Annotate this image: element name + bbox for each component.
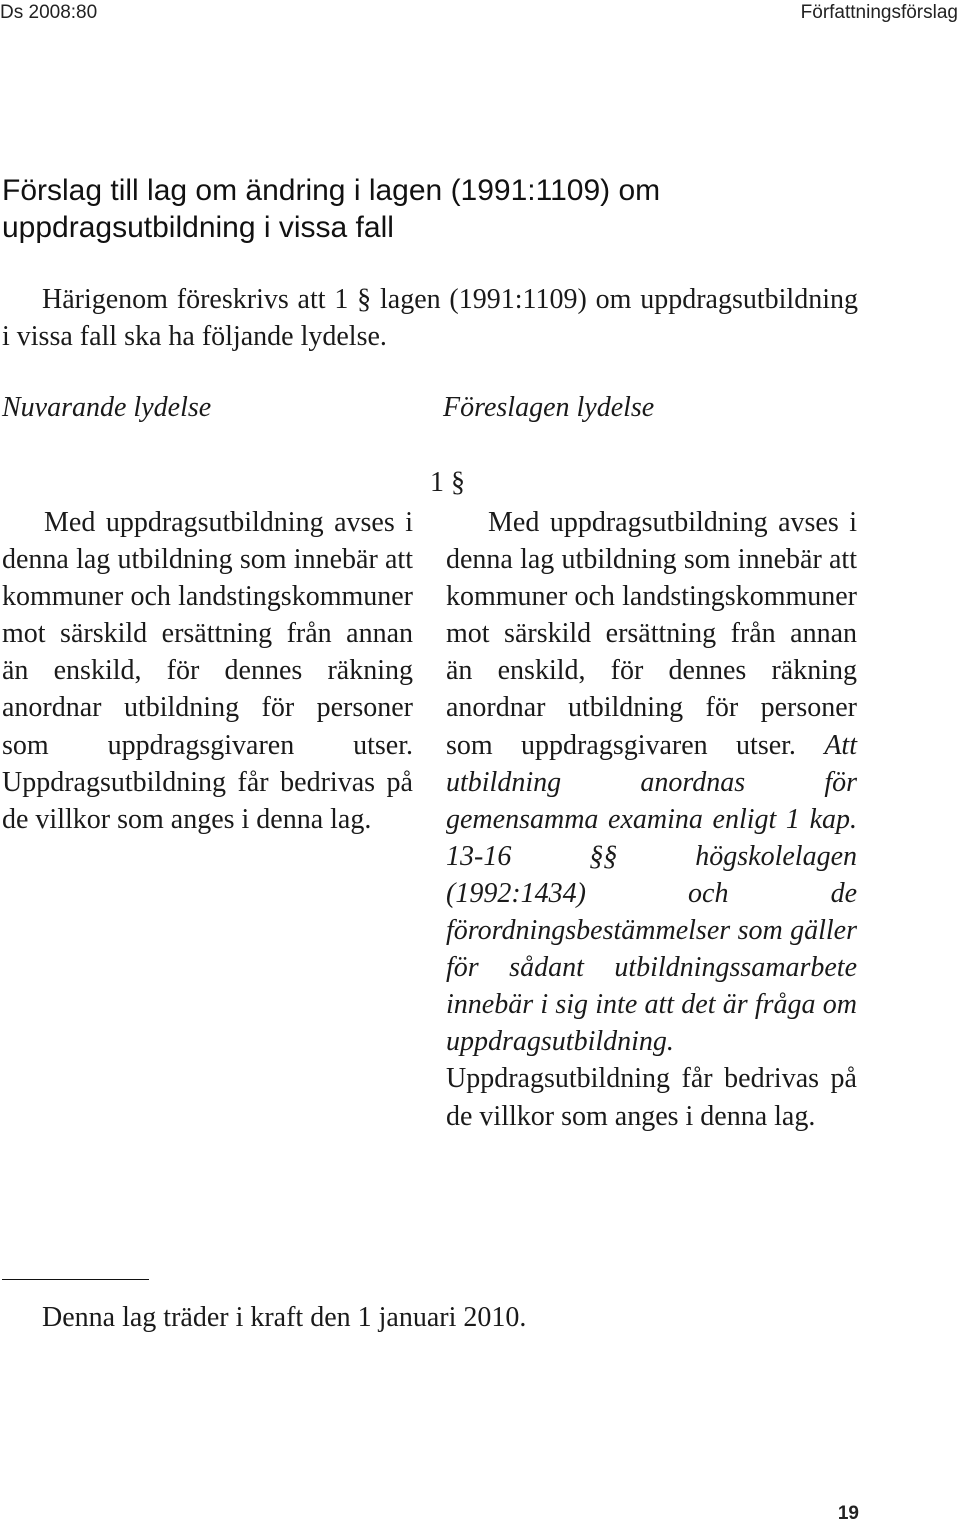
footnote-text: Denna lag träder i kraft den 1 januari 2010. (42, 1302, 527, 1333)
footnote-divider (2, 1279, 149, 1280)
document-reference: Ds 2008:80 (0, 2, 98, 23)
proposed-wording-heading: Föreslagen lydelse (443, 392, 655, 423)
section-label: Författningsförslag (800, 2, 958, 23)
page-number: 19 (837, 1503, 859, 1524)
proposed-text-part2: Uppdragsutbildning får bedrivas på de villkor som anges i denna lag. (446, 1063, 857, 1132)
intro-paragraph: Härigenom föreskrivs att 1 § lagen (1991:1109) om uppdragsutbildning i vissa fall ska ha följande lydelse. (2, 284, 858, 352)
section-mark: 1 § (430, 467, 465, 498)
current-wording-text: Med uppdragsutbildning avses i denna lag utbildning som innebär att kommuner och landstingskommuner mot särskild ersättning från annan än enskild, för dennes räkning anordnar utbildning för personer som uppdragsgivaren utser. Uppdragsutbildning får bedrivas på de villkor som anges i denna lag. (2, 507, 413, 835)
proposed-text-new-insertion: Att utbildning anordnas för gemensamma examina enligt 1 kap. 13-16 §§ högskolelagen (1992:1434) och de förordningsbestämmelser som gäller för sådant utbildningssamarbete innebär i sig inte att det är fråga om uppdragsutbildning. (446, 729, 857, 1058)
current-wording-heading: Nuvarande lydelse (2, 392, 212, 423)
proposed-text-part1: Med uppdragsutbildning avses i denna lag utbildning som innebär att kommuner och landstingskommuner mot särskild ersättning från annan än enskild, för dennes räkning anordnar utbildning för personer som uppdragsgivaren utser. (446, 507, 857, 761)
proposed-wording-text (446, 504, 857, 1135)
page-title: Förslag till lag om ändring i lagen (1991:1109) om uppdragsutbildning i vissa fall (2, 174, 661, 244)
